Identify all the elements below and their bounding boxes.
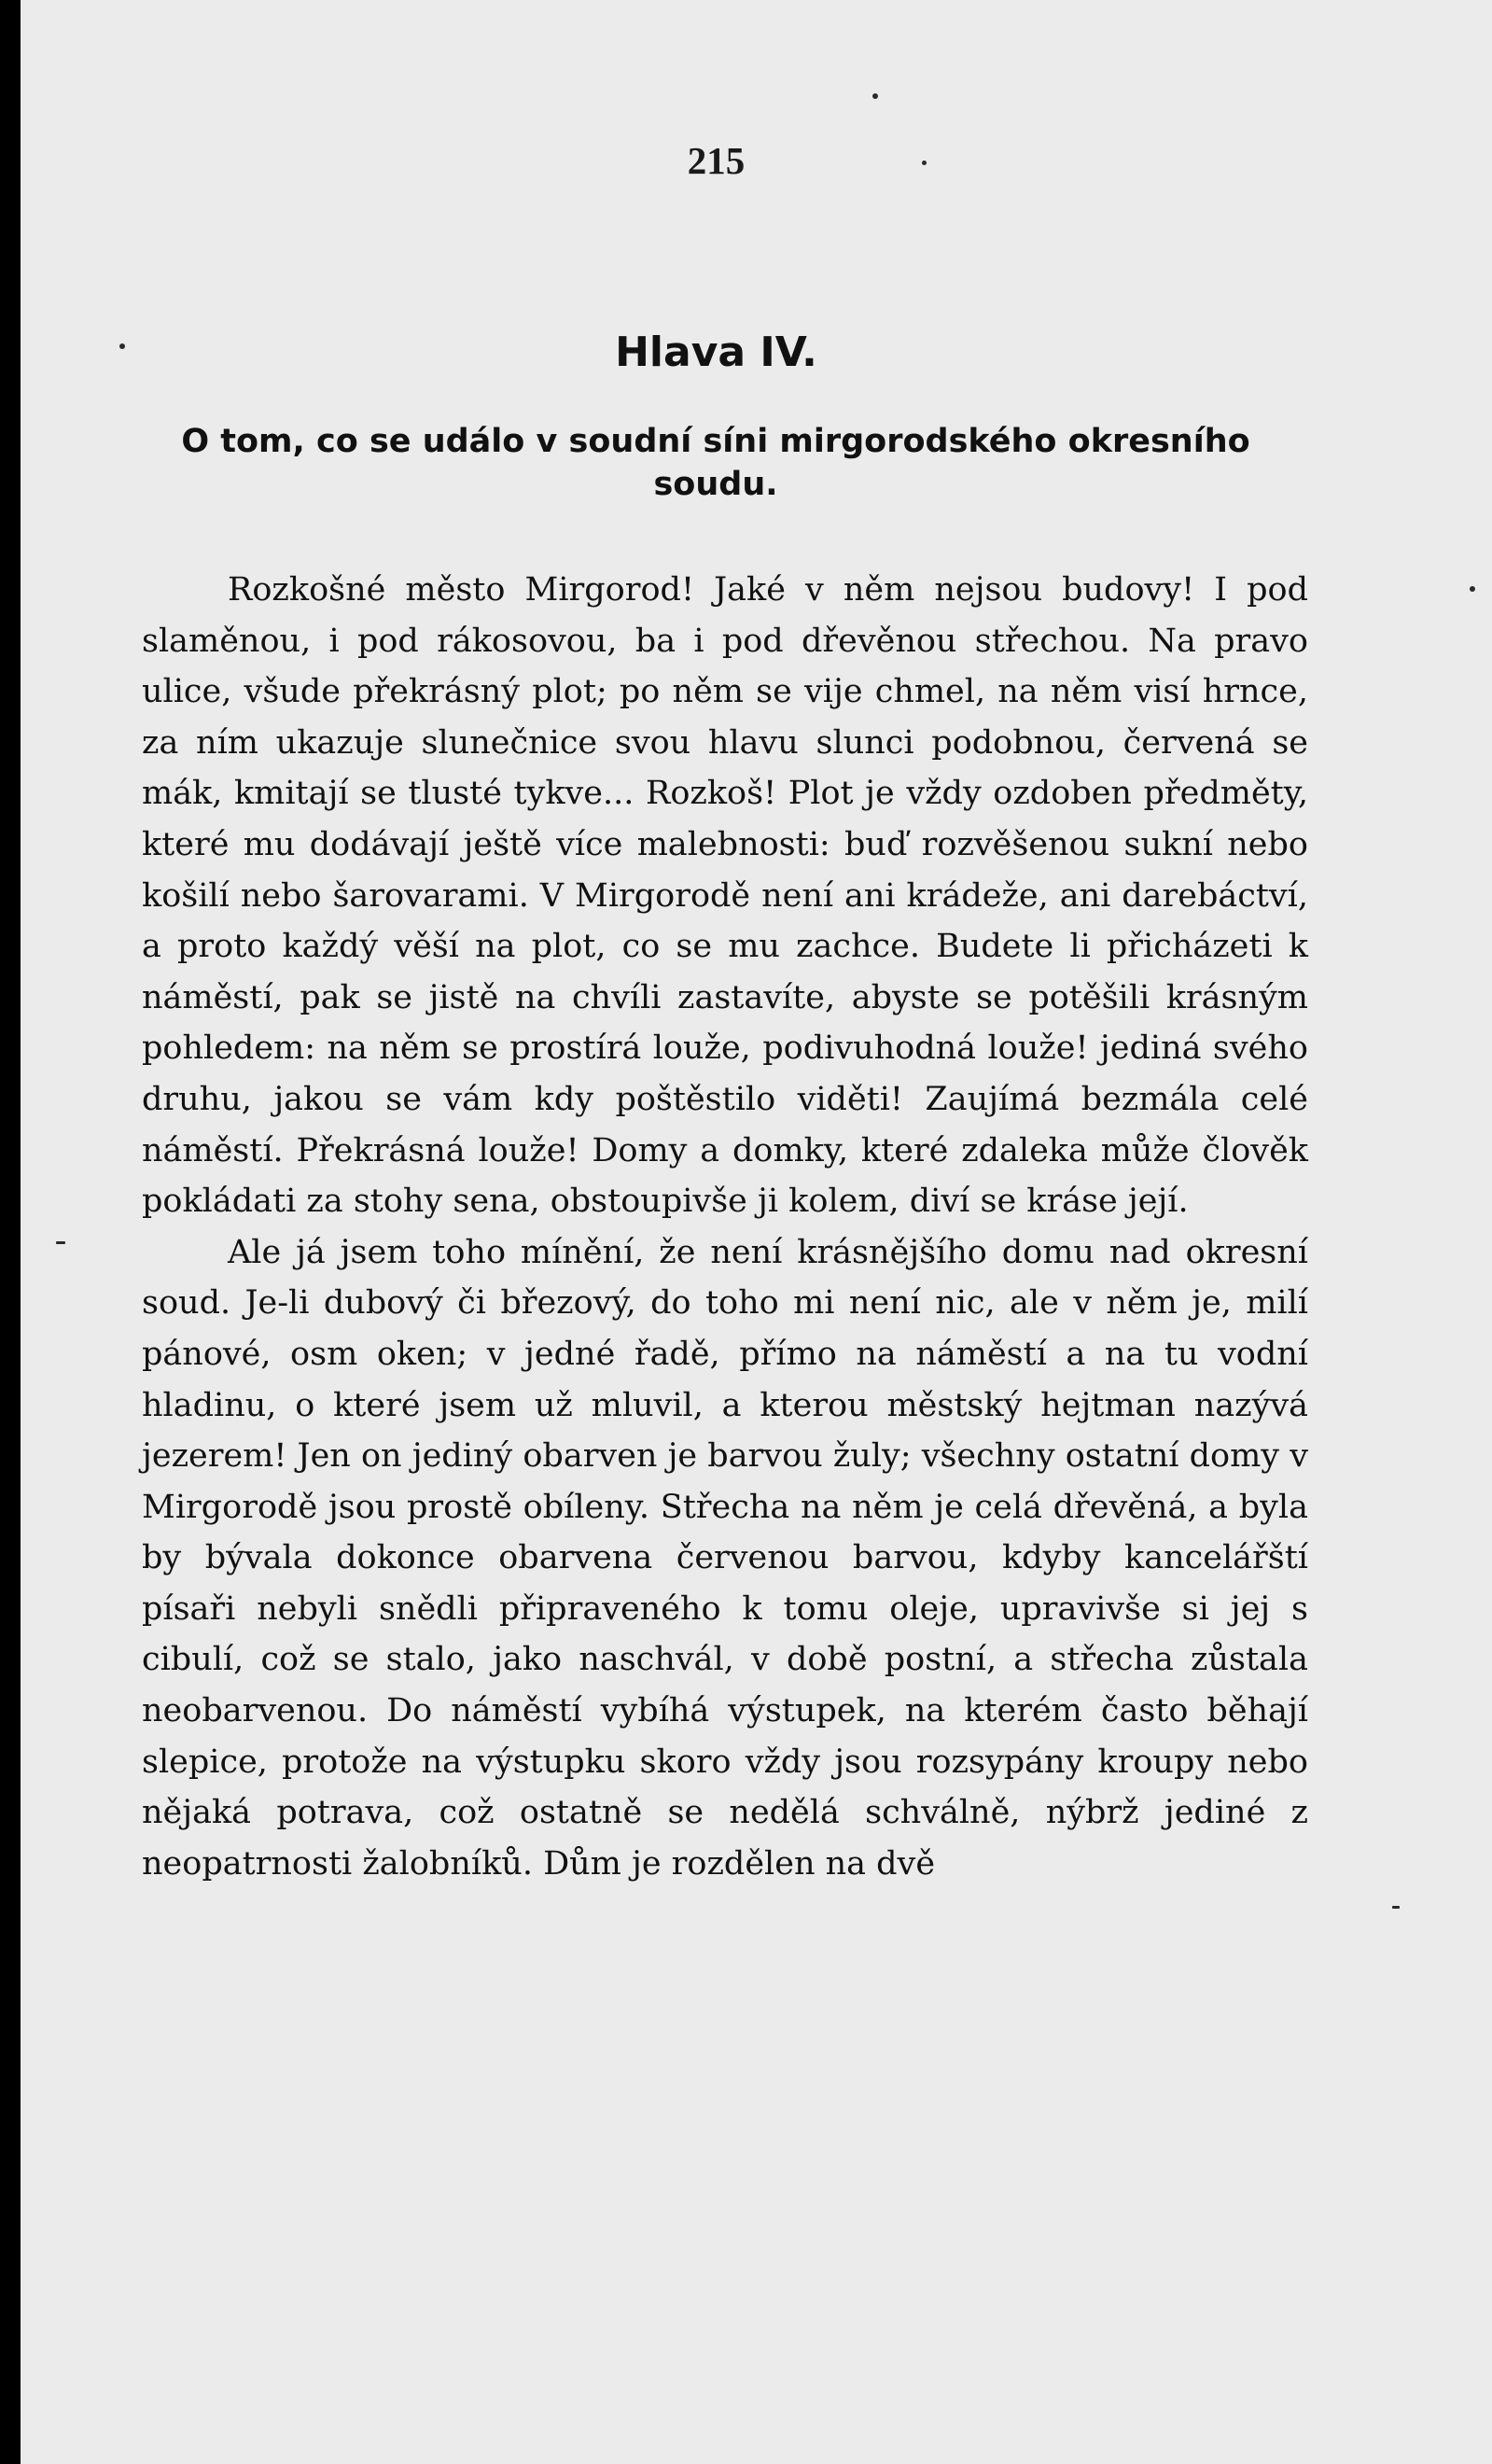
print-speck — [1470, 586, 1475, 592]
print-speck — [872, 93, 878, 99]
print-speck — [1392, 1906, 1400, 1909]
print-speck — [56, 1241, 65, 1244]
chapter-subtitle: O tom, co se událo v soudní síni mirgorodského okresního soudu. — [181, 423, 1250, 503]
paragraph: Rozkošné město Mirgorod! Jaké v něm nejsou budovy! I pod slaměnou, i pod rákosovou, ba i pod dřevěnou střechou. Na pravo ulice, všude překrásný plot; po něm se vije chmel, na něm visí hrnce, za ním ukazuje slunečnice svou hlavu slunci podobnou, červená se mák, kmitají se tlusté tykve... Rozkoš! Plot je vždy ozdoben předměty, které mu dodávají ještě více malebnosti: buď rozvěšenou sukní nebo košilí nebo šarovarami. V Mirgorodě není ani krádeže, ani darebáctví, a proto každý věší na plot, co se mu zachce. Budete li přicházeti k náměstí, pak se jistě na chvíli zastavíte, abyste se potěšili krásným pohledem: na něm se prostírá louže, podivuhodná louže! jediná svého druhu, jakou se vám kdy poštěstilo viděti! Zaujímá bezmála celé náměstí. Překrásná louže! Domy a domky, které zdaleka může člověk pokládati za stohy sena, obstoupivše ji kolem, diví se kráse její. — [142, 571, 1308, 1221]
body-text — [142, 565, 1308, 1889]
page-number: 215 — [687, 139, 746, 182]
chapter-title: Hlava IV. — [615, 329, 817, 376]
paragraph: Ale já jsem toho mínění, že není krásnějšího domu nad okresní soud. Je-li dubový či březový, do toho mi není nic, ale v něm je, milí pánové, osm oken; v jedné řadě, přímo na náměstí a na tu vodní hladinu, o které jsem už mluvil, a kterou městský hejtman nazývá jezerem! Jen on jediný obarven je barvou žuly; všechny ostatní domy v Mirgorodě jsou prostě obíleny. Střecha na něm je celá dřevěná, a byla by bývala dokonce obarvena červenou barvou, kdyby kancelářští písaři nebyli snědli připraveného k tomu oleje, upravivše si jej s cibulí, což se stalo, jako naschvál, v době postní, a střecha zůstala neobarvenou. Do náměstí vybíhá výstupek, na kterém často běhají slepice, protože na výstupku skoro vždy jsou rozsypány kroupy nebo nějaká potrava, což ostatně se nedělá schválně, nýbrž jediné z neopatrnosti žalobníků. Dům je rozdělen na dvě — [142, 1233, 1308, 1883]
book-page — [21, 0, 1492, 2464]
